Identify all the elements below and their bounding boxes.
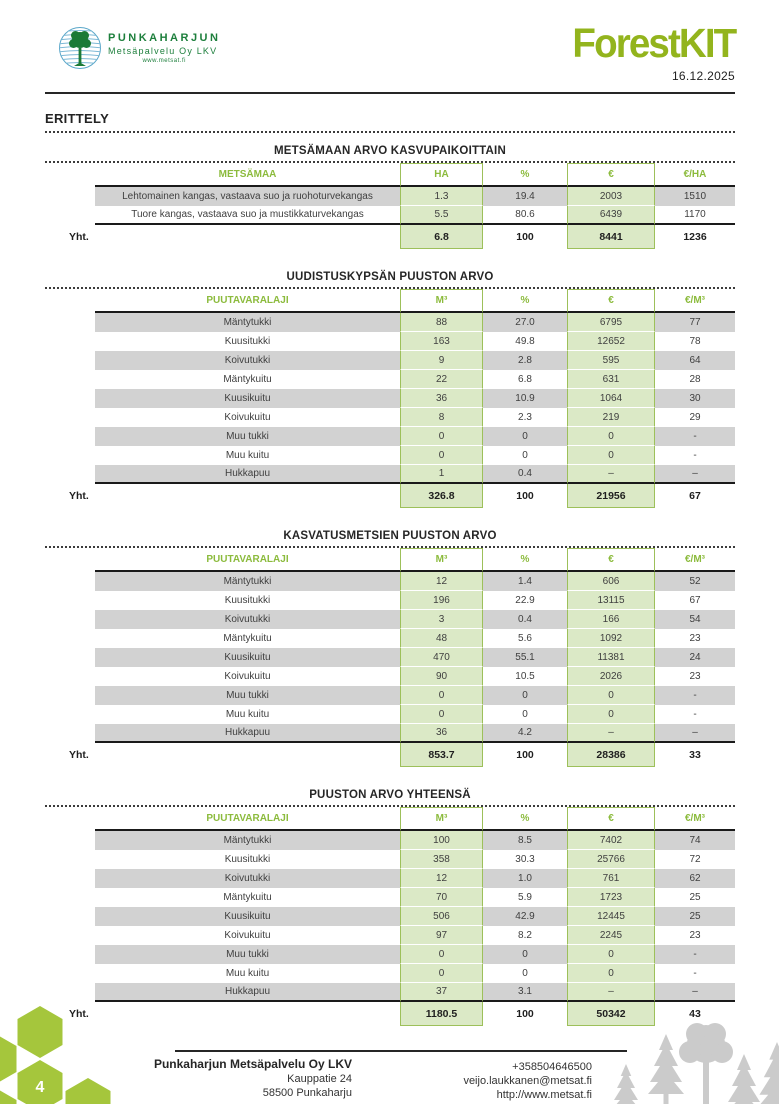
- cell-value: 52: [655, 572, 735, 591]
- row-label: Hukkapuu: [95, 724, 400, 743]
- cell-value: 29: [689, 412, 701, 423]
- logo-company-name: PUNKAHARJUN: [108, 32, 221, 44]
- cell-value: 219: [567, 408, 655, 427]
- column-header: PUUTAVARALAJI: [95, 289, 400, 313]
- cell-value: 77: [655, 313, 735, 332]
- cell-value: –: [655, 983, 735, 1002]
- table-row: [45, 724, 735, 743]
- column-header: %: [483, 163, 567, 187]
- column-header: M³: [400, 548, 483, 572]
- cell-value: 0: [400, 446, 483, 465]
- cell-value: 25: [655, 907, 735, 926]
- cell-value: 70: [400, 888, 483, 907]
- row-left-gutter: [45, 332, 95, 351]
- table-row: [45, 351, 735, 370]
- column-header: M³: [400, 289, 483, 313]
- cell-value: 8.5: [483, 831, 567, 850]
- row-left-gutter: [45, 686, 95, 705]
- column-header: €: [567, 548, 655, 572]
- row-label: Koivukuitu: [224, 412, 271, 423]
- row-left-gutter: [45, 667, 95, 686]
- cell-value: 23: [689, 671, 701, 682]
- row-label: Muu kuitu: [225, 450, 270, 461]
- row-left-gutter: [45, 926, 95, 945]
- cell-value: 7402: [567, 831, 655, 850]
- row-left-gutter: [45, 807, 95, 831]
- cell-value: 3: [400, 610, 483, 629]
- logo-text: [108, 32, 220, 64]
- total-value: 100: [516, 490, 534, 502]
- total-value: 100: [516, 1008, 534, 1020]
- column-header: HA: [400, 163, 483, 187]
- column-header: M³: [400, 807, 483, 831]
- cell-value: 1.0: [483, 869, 567, 888]
- total-value: 1236: [683, 231, 707, 243]
- table-row: [45, 945, 735, 964]
- table-header-row: [45, 807, 735, 831]
- table-total-row: [45, 484, 735, 508]
- row-left-gutter: [45, 869, 95, 888]
- brand-box: [562, 22, 735, 83]
- row-label: Hukkapuu: [95, 983, 400, 1002]
- cell-value: 0: [567, 945, 655, 964]
- cell-value: 0: [567, 964, 655, 983]
- cell-value: 23: [689, 633, 701, 644]
- table-title: METSÄMAAN ARVO KASVUPAIKOITTAIN: [274, 145, 506, 157]
- footer-divider: [175, 1050, 627, 1052]
- total-value: 21956: [567, 484, 655, 508]
- cell-value: 166: [567, 610, 655, 629]
- cell-value: 36: [400, 724, 483, 743]
- column-header: %: [483, 548, 567, 572]
- table-row: [45, 629, 735, 648]
- row-label: Mäntytukki: [95, 572, 400, 591]
- cell-value: 1064: [567, 389, 655, 408]
- cell-value: 0: [400, 427, 483, 446]
- cell-value: 1: [400, 465, 483, 484]
- row-label: Kuusitukki: [224, 595, 271, 606]
- row-label: Kuusitukki: [224, 336, 271, 347]
- row-left-gutter: [45, 206, 95, 225]
- cell-value: 6795: [567, 313, 655, 332]
- tables-container: [45, 145, 735, 1026]
- cell-value: 1.4: [483, 572, 567, 591]
- column-header: €/M³: [655, 289, 735, 313]
- table-row: [45, 389, 735, 408]
- footer-website: http://www.metsat.fi: [496, 1089, 592, 1101]
- row-label: Mäntytukki: [95, 831, 400, 850]
- page-header: [0, 0, 779, 83]
- cell-value: 0: [400, 686, 483, 705]
- cell-value: 0.4: [483, 465, 567, 484]
- table-row: [45, 888, 735, 907]
- cell-value: -: [693, 450, 697, 461]
- cell-value: 37: [400, 983, 483, 1002]
- cell-value: 0: [483, 686, 567, 705]
- cell-value: –: [655, 724, 735, 743]
- hexagon-cluster-graphic: [0, 1000, 118, 1104]
- footer-company-name: Punkaharjun Metsäpalvelu Oy LKV: [153, 1057, 352, 1071]
- cell-value: 13115: [567, 591, 655, 610]
- row-label: Kuusitukki: [224, 854, 271, 865]
- cell-value: 48: [400, 629, 483, 648]
- total-value: 1180.5: [400, 1002, 483, 1026]
- cell-value: 30.3: [515, 854, 535, 865]
- logo-url: www.metsat.fi: [142, 58, 186, 64]
- cell-value: 54: [655, 610, 735, 629]
- cell-value: 36: [400, 389, 483, 408]
- total-label: Yht.: [69, 1008, 89, 1020]
- cell-value: 72: [689, 854, 701, 865]
- cell-value: 74: [655, 831, 735, 850]
- cell-value: -: [655, 945, 735, 964]
- cell-value: -: [693, 968, 697, 979]
- row-left-gutter: [45, 389, 95, 408]
- row-label: Mäntytukki: [95, 313, 400, 332]
- cell-value: 11381: [567, 648, 655, 667]
- cell-value: 0: [400, 705, 483, 724]
- table-title: UUDISTUSKYPSÄN PUUSTON ARVO: [286, 271, 494, 283]
- cell-value: 2026: [567, 667, 655, 686]
- cell-value: 0: [567, 446, 655, 465]
- cell-value: 19.4: [483, 187, 567, 206]
- cell-value: 8: [400, 408, 483, 427]
- row-left-gutter: [45, 289, 95, 313]
- page-footer: [0, 1000, 779, 1104]
- table-row: [45, 427, 735, 446]
- row-label: Koivutukki: [95, 351, 400, 370]
- table-row: [45, 964, 735, 983]
- cell-value: 49.8: [515, 336, 535, 347]
- table-header-row: [45, 548, 735, 572]
- cell-value: 12: [400, 869, 483, 888]
- table-title: PUUSTON ARVO YHTEENSÄ: [309, 789, 471, 801]
- row-label: Muu tukki: [95, 686, 400, 705]
- cell-value: –: [567, 724, 655, 743]
- column-header: €: [567, 289, 655, 313]
- cell-value: 88: [400, 313, 483, 332]
- data-table: [45, 530, 735, 767]
- table-row: [45, 465, 735, 484]
- row-left-gutter: [45, 313, 95, 332]
- row-left-gutter: [45, 724, 95, 743]
- cell-value: 24: [655, 648, 735, 667]
- table-row: [45, 187, 735, 206]
- row-label: Koivutukki: [95, 610, 400, 629]
- row-label: Kuusikuitu: [95, 648, 400, 667]
- cell-value: 30: [655, 389, 735, 408]
- total-value: 33: [689, 749, 701, 761]
- table-row: [45, 869, 735, 888]
- cell-value: 163: [400, 332, 483, 351]
- footer-street: Kauppatie 24: [287, 1073, 352, 1085]
- row-left-gutter: [45, 427, 95, 446]
- row-left-gutter: [45, 548, 95, 572]
- cell-value: 0: [400, 964, 483, 983]
- row-label: Koivutukki: [95, 869, 400, 888]
- table-row: [45, 446, 735, 465]
- row-label: Koivukuitu: [224, 671, 271, 682]
- row-label: Muu kuitu: [225, 709, 270, 720]
- cell-value: –: [567, 983, 655, 1002]
- row-label: Lehtomainen kangas, vastaava suo ja ruohoturvekangas: [95, 187, 400, 206]
- cell-value: 0: [522, 709, 528, 720]
- cell-value: 2003: [567, 187, 655, 206]
- table-row: [45, 206, 735, 225]
- cell-value: 97: [400, 926, 483, 945]
- footer-email: veijo.laukkanen@metsat.fi: [463, 1075, 592, 1087]
- total-value: 50342: [567, 1002, 655, 1026]
- row-left-gutter: [45, 850, 95, 869]
- cell-value: -: [693, 709, 697, 720]
- cell-value: 90: [400, 667, 483, 686]
- cell-value: 2245: [567, 926, 655, 945]
- cell-value: 6439: [567, 206, 655, 225]
- data-table: [45, 271, 735, 508]
- cell-value: 0: [522, 968, 528, 979]
- table-header-row: [45, 163, 735, 187]
- row-left-gutter: [45, 888, 95, 907]
- total-value: 28386: [567, 743, 655, 767]
- footer-contact-block: [380, 1059, 592, 1101]
- table-row: [45, 610, 735, 629]
- cell-value: 12652: [567, 332, 655, 351]
- row-left-gutter: [45, 351, 95, 370]
- forest-silhouette-graphic: [614, 1016, 779, 1104]
- row-label: Hukkapuu: [95, 465, 400, 484]
- cell-value: 470: [400, 648, 483, 667]
- column-header: METSÄMAA: [95, 163, 400, 187]
- total-label: Yht.: [69, 749, 89, 761]
- cell-value: 8.2: [518, 930, 532, 941]
- cell-value: 3.1: [483, 983, 567, 1002]
- cell-value: 2.8: [483, 351, 567, 370]
- total-value: 67: [689, 490, 701, 502]
- cell-value: –: [655, 465, 735, 484]
- total-spacer: [95, 225, 400, 249]
- cell-value: 0: [483, 945, 567, 964]
- cell-value: 78: [689, 336, 701, 347]
- table-row: [45, 648, 735, 667]
- cell-value: 358: [400, 850, 483, 869]
- footer-phone: +358504646500: [512, 1061, 592, 1073]
- cell-value: -: [655, 427, 735, 446]
- table-row: [45, 408, 735, 427]
- cell-value: 2.3: [518, 412, 532, 423]
- table-total-row: [45, 743, 735, 767]
- cell-value: 55.1: [483, 648, 567, 667]
- cell-value: 1723: [567, 888, 655, 907]
- row-left-gutter: [45, 187, 95, 206]
- table-total-row: [45, 225, 735, 249]
- table-row: [45, 907, 735, 926]
- column-header: €/HA: [655, 163, 735, 187]
- table-row: [45, 332, 735, 351]
- total-value: 100: [516, 749, 534, 761]
- total-spacer: [95, 743, 400, 767]
- total-label: Yht.: [69, 231, 89, 243]
- cell-value: 1170: [655, 206, 735, 225]
- cell-value: 5.6: [518, 633, 532, 644]
- column-header: PUUTAVARALAJI: [95, 548, 400, 572]
- cell-value: 0: [567, 705, 655, 724]
- row-left-gutter: [45, 591, 95, 610]
- row-label: Muu tukki: [95, 945, 400, 964]
- header-divider: [45, 92, 735, 94]
- total-value: 8441: [567, 225, 655, 249]
- cell-value: 0: [567, 427, 655, 446]
- cell-value: 0: [567, 686, 655, 705]
- row-left-gutter: [45, 610, 95, 629]
- cell-value: 25: [689, 892, 701, 903]
- row-left-gutter: [45, 408, 95, 427]
- cell-value: -: [655, 686, 735, 705]
- row-left-gutter: [45, 572, 95, 591]
- row-label: Mäntykuitu: [223, 892, 272, 903]
- row-label: Muu kuitu: [225, 968, 270, 979]
- cell-value: 67: [689, 595, 701, 606]
- cell-value: 761: [567, 869, 655, 888]
- row-label: Tuore kangas, vastaava suo ja mustikkaturvekangas: [95, 206, 400, 225]
- cell-value: 28: [689, 374, 701, 385]
- table-row: [45, 572, 735, 591]
- report-date: 16.12.2025: [671, 69, 735, 83]
- table-row: [45, 831, 735, 850]
- logo-subtitle: Metsäpalvelu Oy LKV: [108, 46, 218, 56]
- cell-value: 62: [655, 869, 735, 888]
- column-header: %: [483, 289, 567, 313]
- total-spacer: [95, 484, 400, 508]
- row-left-gutter: [45, 465, 95, 484]
- row-left-gutter: [45, 964, 95, 983]
- row-label: Mäntykuitu: [223, 374, 272, 385]
- cell-value: 1.3: [400, 187, 483, 206]
- row-label: Kuusikuitu: [95, 389, 400, 408]
- table-row: [45, 370, 735, 389]
- logo-globe-tree-icon: [58, 26, 102, 70]
- cell-value: 0: [483, 427, 567, 446]
- total-label: Yht.: [69, 490, 89, 502]
- footer-city: 58500 Punkaharju: [262, 1087, 352, 1099]
- row-left-gutter: [45, 370, 95, 389]
- report-content: [45, 111, 735, 1026]
- row-left-gutter: [45, 163, 95, 187]
- table-title: KASVATUSMETSIEN PUUSTON ARVO: [283, 530, 497, 542]
- cell-value: 0: [522, 450, 528, 461]
- column-header: €/M³: [655, 807, 735, 831]
- total-value: 100: [516, 231, 534, 243]
- table-row: [45, 686, 735, 705]
- total-value: 43: [689, 1008, 701, 1020]
- table-row: [45, 850, 735, 869]
- table-row: [45, 705, 735, 724]
- cell-value: 9: [400, 351, 483, 370]
- cell-value: 1510: [655, 187, 735, 206]
- page-number: 4: [35, 1079, 45, 1096]
- row-left-gutter: [45, 705, 95, 724]
- cell-value: 6.8: [518, 374, 532, 385]
- row-label: Koivukuitu: [224, 930, 271, 941]
- column-header: €: [567, 163, 655, 187]
- table-row: [45, 313, 735, 332]
- total-value: 853.7: [400, 743, 483, 767]
- cell-value: 22: [400, 370, 483, 389]
- cell-value: 22.9: [515, 595, 535, 606]
- column-header: PUUTAVARALAJI: [95, 807, 400, 831]
- row-left-gutter: [45, 648, 95, 667]
- cell-value: 12: [400, 572, 483, 591]
- table-row: [45, 926, 735, 945]
- cell-value: –: [567, 465, 655, 484]
- footer-address-block: [130, 1057, 352, 1099]
- cell-value: 506: [400, 907, 483, 926]
- data-table: [45, 789, 735, 1026]
- total-value: 326.8: [400, 484, 483, 508]
- total-value: 6.8: [400, 225, 483, 249]
- cell-value: 0.4: [483, 610, 567, 629]
- section-title: ERITTELY: [45, 111, 735, 133]
- column-header: €/M³: [655, 548, 735, 572]
- cell-value: 606: [567, 572, 655, 591]
- row-left-gutter: [45, 629, 95, 648]
- row-left-gutter: [45, 831, 95, 850]
- cell-value: 0: [400, 945, 483, 964]
- cell-value: 12445: [567, 907, 655, 926]
- cell-value: 80.6: [483, 206, 567, 225]
- cell-value: 196: [400, 591, 483, 610]
- forestkit-wordmark: ForestKIT: [572, 20, 735, 66]
- cell-value: 1092: [567, 629, 655, 648]
- column-header: %: [483, 807, 567, 831]
- data-table: [45, 145, 735, 249]
- cell-value: 27.0: [483, 313, 567, 332]
- table-header-row: [45, 289, 735, 313]
- cell-value: 631: [567, 370, 655, 389]
- row-label: Muu tukki: [95, 427, 400, 446]
- cell-value: 64: [655, 351, 735, 370]
- cell-value: 100: [400, 831, 483, 850]
- table-row: [45, 667, 735, 686]
- cell-value: 10.9: [483, 389, 567, 408]
- row-label: Mäntykuitu: [223, 633, 272, 644]
- cell-value: 5.5: [400, 206, 483, 225]
- cell-value: 23: [689, 930, 701, 941]
- row-left-gutter: [45, 446, 95, 465]
- cell-value: 25766: [567, 850, 655, 869]
- column-header: €: [567, 807, 655, 831]
- row-left-gutter: [45, 907, 95, 926]
- cell-value: 42.9: [483, 907, 567, 926]
- cell-value: 595: [567, 351, 655, 370]
- company-logo: [58, 26, 220, 70]
- row-label: Kuusikuitu: [95, 907, 400, 926]
- row-left-gutter: [45, 945, 95, 964]
- cell-value: 10.5: [515, 671, 535, 682]
- table-row: [45, 591, 735, 610]
- cell-value: 4.2: [483, 724, 567, 743]
- cell-value: 5.9: [518, 892, 532, 903]
